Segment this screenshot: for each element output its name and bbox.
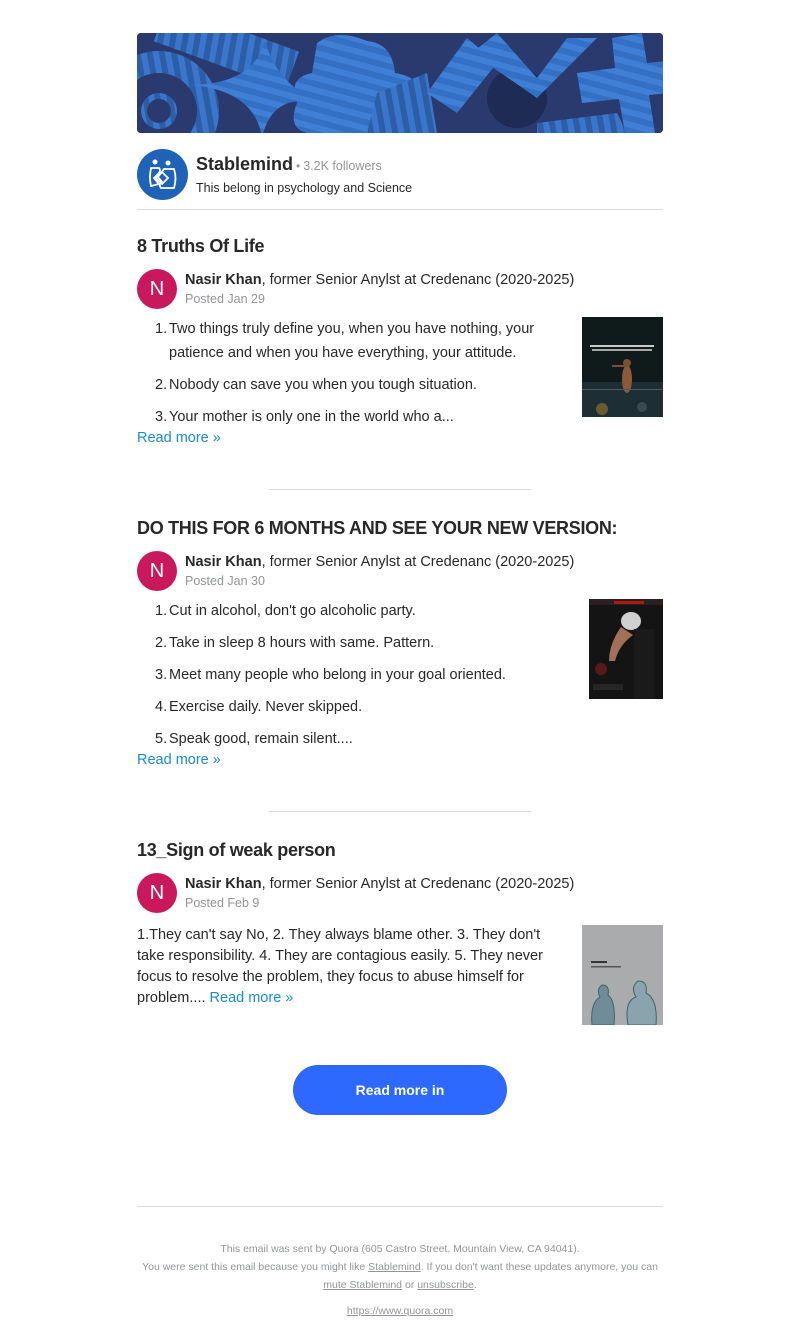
list-item: 4. Exercise daily. Never skipped.	[155, 699, 363, 715]
avatar[interactable]: N	[137, 873, 177, 913]
author-credential: , former Senior Anylst at Credenanc (2020-2025)	[261, 554, 575, 570]
post-list	[137, 599, 577, 751]
follower-count: 3.2K followers	[303, 159, 382, 173]
post-thumbnail[interactable]	[589, 599, 663, 699]
post-date: Posted Feb 9	[185, 896, 260, 910]
post-date: Posted Jan 29	[185, 292, 265, 306]
space-info	[196, 154, 412, 195]
space-logo[interactable]	[137, 149, 188, 200]
space-header	[137, 133, 663, 210]
author-name[interactable]: Nasir Khan	[185, 876, 262, 892]
avatar[interactable]: N	[137, 551, 177, 591]
boxing-arena-image-icon	[582, 317, 663, 417]
mute-space-link[interactable]: mute Stablemind	[323, 1279, 403, 1291]
list-item: 3. Your mother is only one in the world who a...	[155, 409, 454, 425]
unsubscribe-link[interactable]: unsubscribe	[417, 1279, 474, 1291]
read-more-link[interactable]: Read more »	[137, 752, 221, 768]
list-item: 2. Take in sleep 8 hours with same. Pattern.	[155, 635, 435, 651]
post-date: Posted Jan 30	[185, 574, 265, 588]
read-more-in-space-button[interactable]: Read more in Stablemind	[293, 1065, 507, 1115]
post-title[interactable]: DO THIS FOR 6 MONTHS AND SEE YOUR NEW VERSION:	[137, 518, 618, 538]
list-item: 5. Speak good, remain silent....	[155, 731, 353, 747]
post-card	[137, 812, 663, 1025]
list-item: 1. Two things truly define you, when you have nothing, your patience and when you have everything, your attitude.	[155, 321, 535, 361]
quora-site-link[interactable]: https://www.quora.com	[346, 1305, 454, 1317]
post-excerpt: 1.They can't say No, 2. They always blame other. 3. They don't take responsibility. 4. They are contagious easily. 5. They never focus to resolve the problem, they focus to abuse himself for problem.... Read more »	[137, 927, 543, 1006]
author-name[interactable]: Nasir Khan	[185, 272, 262, 288]
space-banner[interactable]	[137, 33, 663, 133]
footer-sender: This email was sent by Quora (605 Castro Street, Mountain View, CA 94041).	[220, 1243, 580, 1255]
space-link[interactable]: Stablemind	[368, 1261, 421, 1273]
author-row	[137, 269, 663, 309]
banner-pattern-icon	[137, 33, 663, 133]
list-item: 1. Cut in alcohol, don't go alcoholic party.	[155, 603, 416, 619]
avatar[interactable]: N	[137, 269, 177, 309]
author-credential: , former Senior Anylst at Credenanc (2020-2025)	[261, 272, 575, 288]
author-name[interactable]: Nasir Khan	[185, 554, 262, 570]
space-name[interactable]: Stablemind	[196, 154, 294, 174]
email-container	[137, 0, 663, 1320]
read-more-link[interactable]: Read more »	[137, 430, 221, 446]
illustration-image-icon	[582, 925, 663, 1025]
gym-workout-image-icon	[589, 599, 663, 699]
read-more-link[interactable]: Read more »	[209, 990, 294, 1006]
author-credential: , former Senior Anylst at Credenanc (2020-2025)	[261, 876, 575, 892]
post-title[interactable]: 13_Sign of weak person	[137, 840, 336, 860]
email-footer	[137, 1206, 663, 1320]
space-description: This belong in psychology and Science	[196, 181, 413, 195]
cta-container	[137, 1065, 663, 1150]
post-title[interactable]: 8 Truths Of Life	[137, 236, 265, 256]
list-item: 2. Nobody can save you when you tough situation.	[155, 377, 477, 393]
post-thumbnail[interactable]	[582, 317, 663, 417]
author-row	[137, 873, 663, 913]
post-thumbnail[interactable]	[582, 925, 663, 1025]
separator-dot: •	[296, 159, 301, 173]
author-row	[137, 551, 663, 591]
people-icon	[146, 158, 180, 192]
post-card	[137, 210, 663, 490]
post-card	[137, 490, 663, 812]
post-list	[137, 317, 577, 429]
list-item: 3. Meet many people who belong in your goal oriented.	[155, 667, 506, 683]
footer-reason: You were sent this email because you might like Stablemind. If you don't want these updates anymore, you can mute Stablemind or unsubscribe.	[142, 1261, 658, 1291]
